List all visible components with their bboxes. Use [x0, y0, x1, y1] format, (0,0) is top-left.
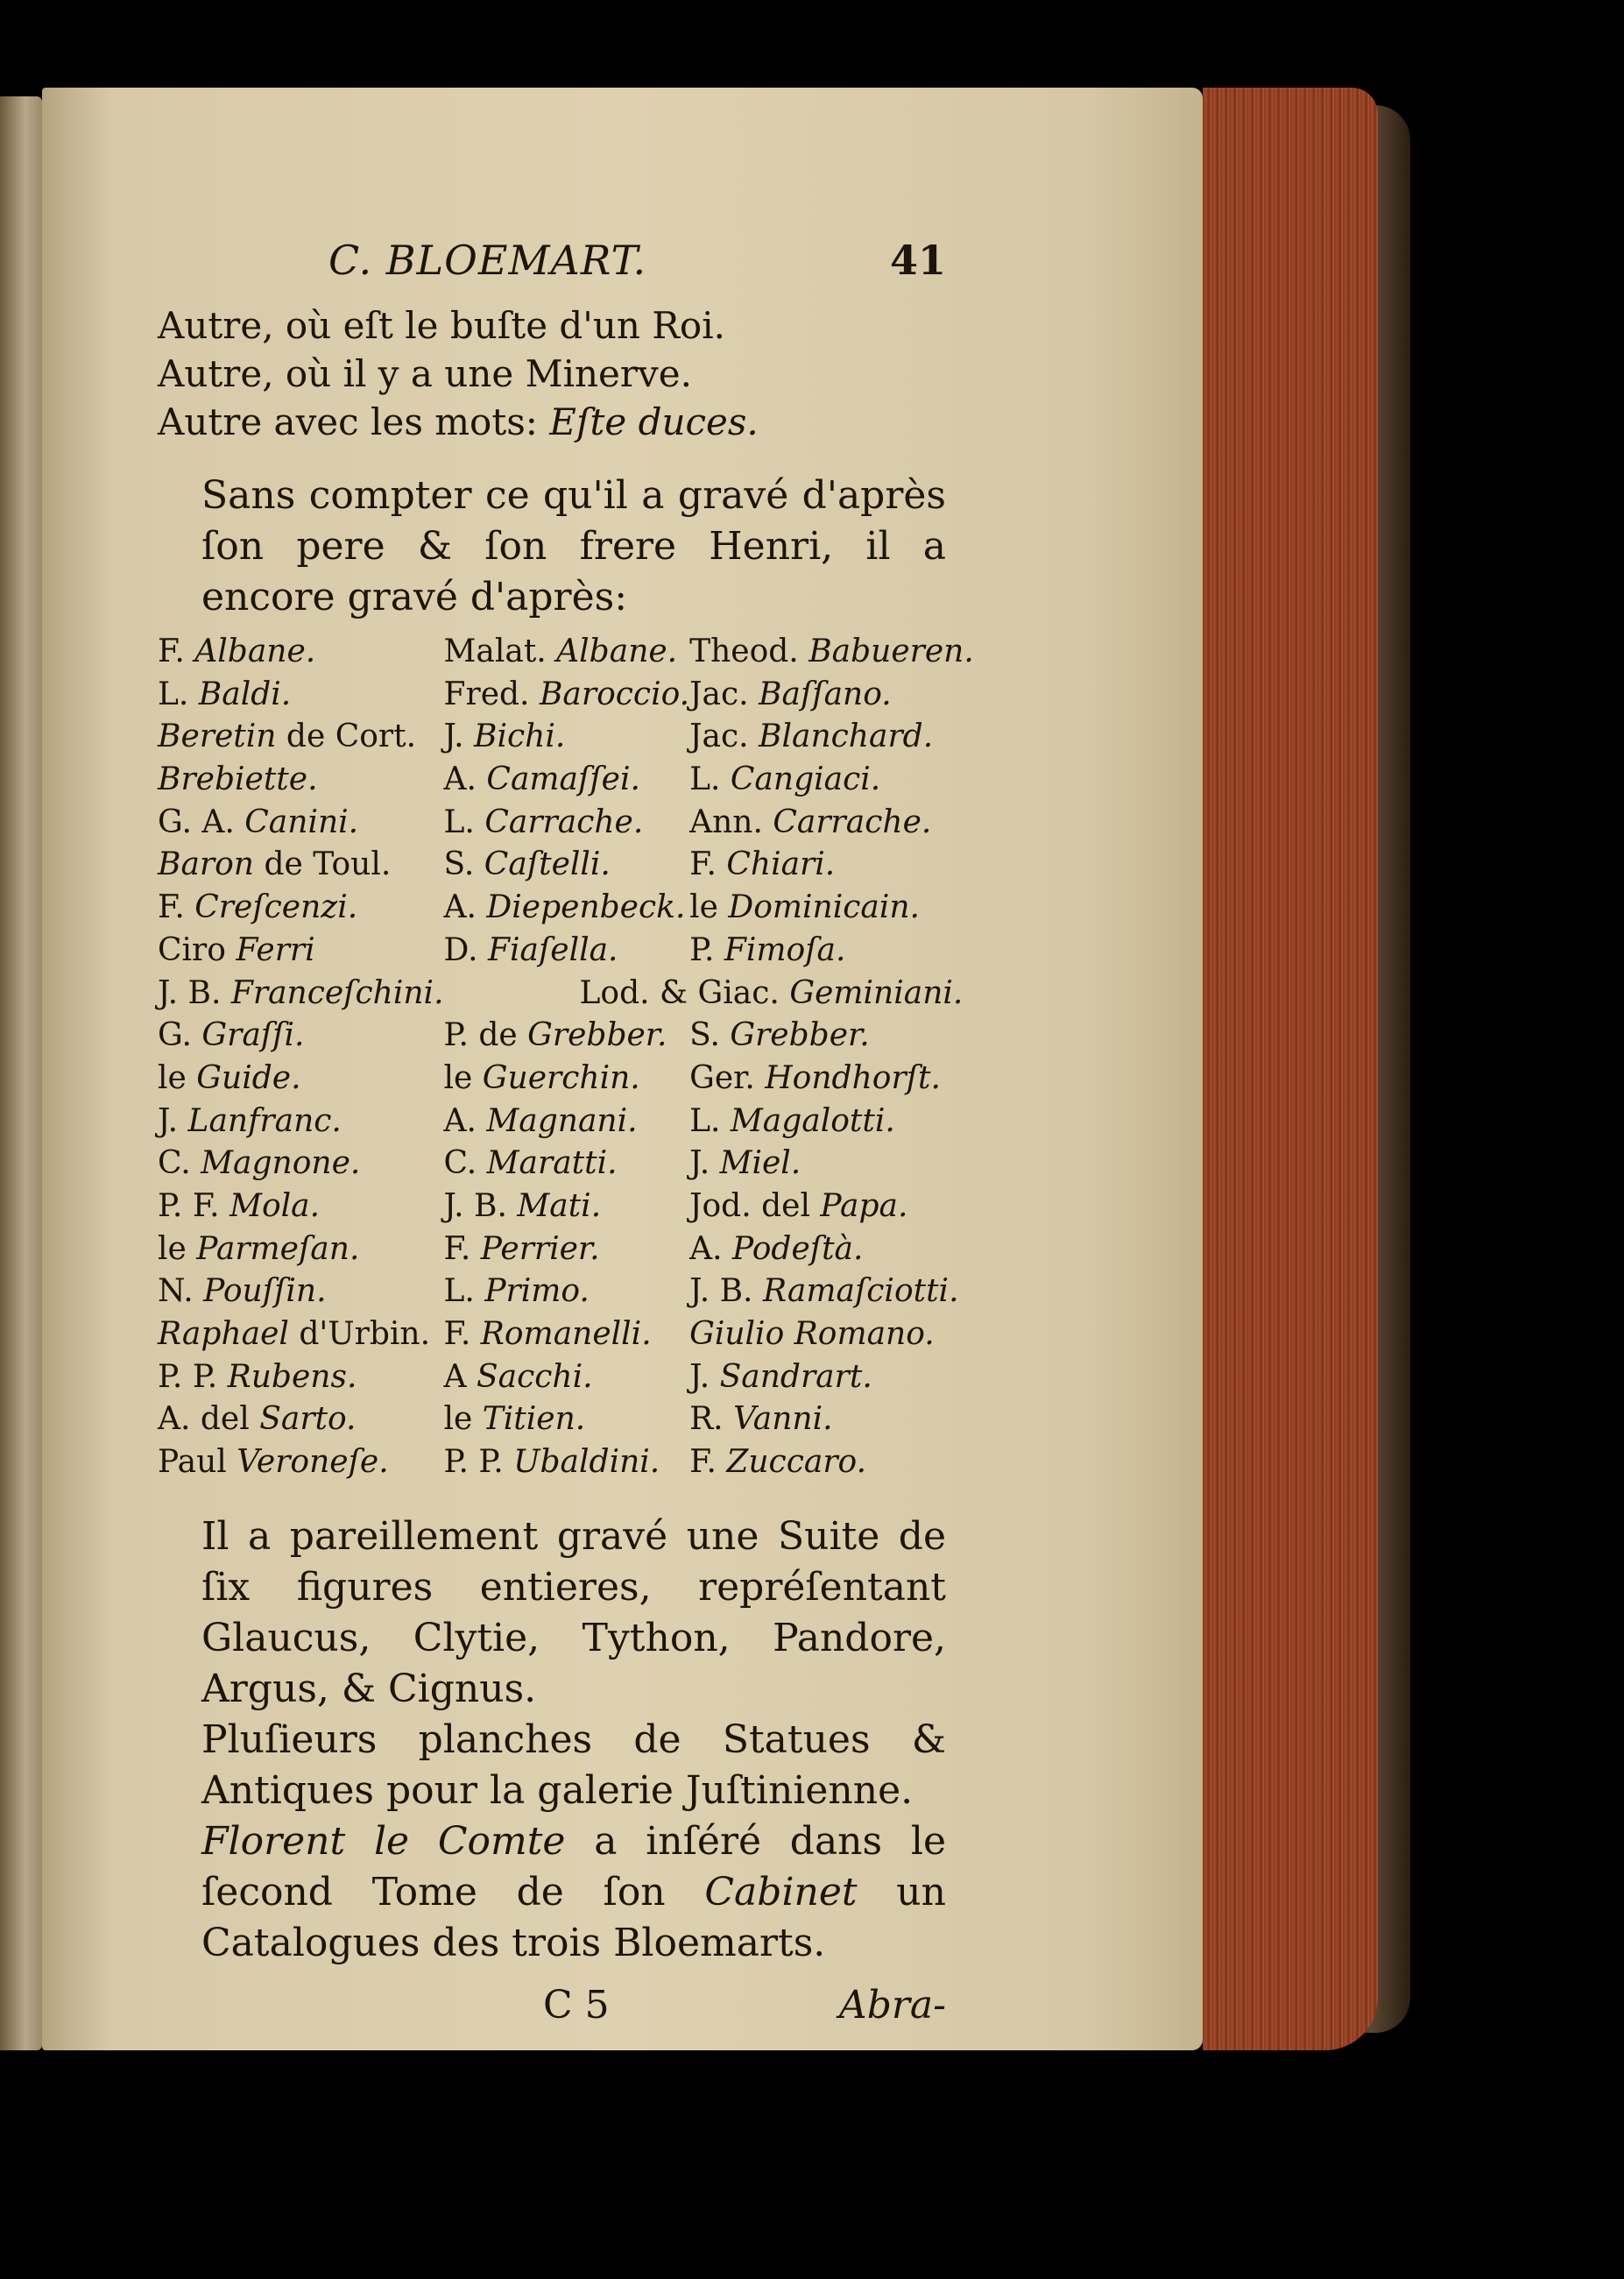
name-prefix: F. — [158, 633, 195, 669]
artist-name — [689, 932, 974, 975]
artist-name — [689, 1145, 974, 1188]
name-prefix: L. — [443, 803, 485, 840]
artist-name — [689, 1231, 974, 1274]
artist-name — [689, 761, 974, 804]
name-italic: Romanelli. — [480, 1316, 652, 1352]
name-prefix: le — [689, 889, 729, 926]
name-italic: Lanfranc. — [187, 1102, 342, 1139]
name-italic: Guerchin. — [482, 1059, 640, 1096]
name-italic: Blanchard. — [759, 718, 934, 755]
name-prefix: D. — [443, 931, 488, 968]
name-prefix: J. B. — [443, 1187, 518, 1224]
name-italic: Diepenbeck. — [486, 889, 686, 926]
left-page-edge — [0, 96, 42, 2050]
name-italic: Carrache. — [484, 803, 644, 840]
name-italic: Beretin — [158, 718, 277, 755]
name-italic: Franceſchini. — [230, 974, 444, 1011]
name-italic: Ubaldini. — [513, 1444, 660, 1481]
name-italic: Magnone. — [201, 1145, 361, 1182]
name-prefix: L. — [158, 676, 199, 712]
name-prefix: A — [443, 1358, 477, 1395]
motto: Eſte duces. — [549, 400, 759, 443]
artist-name — [689, 804, 974, 847]
author-name: Florent le Comte — [201, 1818, 566, 1864]
name-italic: Camaſſei. — [486, 761, 640, 798]
line-text: Autre, où il y a une Minerve. — [158, 352, 692, 395]
name-italic: Cangiaci. — [730, 761, 881, 798]
artist-name — [444, 932, 690, 975]
name-italic: Baſſano. — [759, 676, 892, 712]
name-prefix: le — [443, 1059, 483, 1096]
artist-name — [444, 1017, 690, 1060]
artist-name — [689, 846, 974, 889]
name-italic: Carrache. — [773, 803, 932, 840]
name-prefix: F. — [443, 1316, 481, 1352]
name-italic: Hondhorſt. — [765, 1059, 941, 1096]
artist-name — [158, 1017, 444, 1060]
name-prefix: G. — [158, 1017, 202, 1054]
artist-name — [158, 633, 444, 676]
name-prefix: L. — [443, 1273, 485, 1310]
artist-name — [444, 1231, 690, 1274]
name-prefix: Ann. — [689, 803, 773, 840]
artist-row — [158, 1316, 974, 1359]
name-prefix: C. — [158, 1145, 201, 1182]
name-prefix: J. B. — [158, 974, 231, 1011]
name-italic: Albane. — [556, 633, 678, 669]
name-prefix: A. — [443, 889, 487, 926]
artist-name — [444, 1401, 690, 1444]
artist-name — [444, 1316, 690, 1359]
name-prefix: F. — [158, 889, 195, 926]
paragraph-1: Sans compter ce qu'il a gravé d'après ſon pere & ſon frere Henri, il a encore gravé d'après: — [201, 473, 946, 619]
artist-name — [444, 1103, 690, 1146]
name-italic: Miel. — [719, 1145, 801, 1182]
artist-name — [158, 1145, 444, 1188]
artist-name — [158, 1060, 444, 1103]
artist-list — [158, 633, 974, 1487]
name-prefix: Ger. — [689, 1059, 766, 1096]
name-italic: Giulio Romano. — [689, 1316, 935, 1352]
name-italic: Canini. — [244, 803, 359, 840]
name-prefix: J. — [689, 1358, 720, 1395]
artist-name — [158, 1359, 444, 1402]
artist-name — [444, 846, 690, 889]
name-prefix: A. — [443, 761, 487, 798]
name-prefix: Jod. del — [689, 1187, 821, 1224]
artist-name — [444, 804, 690, 847]
name-italic: Titien. — [482, 1401, 586, 1438]
name-italic: Magnani. — [486, 1102, 638, 1139]
artist-name — [444, 1060, 690, 1103]
name-italic: Papa. — [820, 1187, 908, 1224]
name-italic: Raphael — [158, 1316, 289, 1352]
name-italic: Guide. — [196, 1059, 301, 1096]
name-italic: Babueren. — [808, 633, 974, 669]
name-prefix: F. — [689, 1444, 727, 1481]
artist-row — [158, 1401, 974, 1444]
artist-name — [158, 1103, 444, 1146]
name-italic: Albane. — [194, 633, 316, 669]
name-prefix: A. del — [158, 1401, 260, 1438]
name-italic: Geminiani. — [789, 974, 964, 1011]
name-prefix: A. — [443, 1102, 487, 1139]
artist-row — [158, 1145, 974, 1188]
artist-name — [689, 1359, 974, 1402]
artist-row — [158, 846, 974, 889]
name-italic: Rubens. — [227, 1358, 357, 1395]
artist-row — [158, 932, 974, 975]
name-prefix: Lod. & Giac. — [579, 974, 790, 1011]
name-italic: Bichi. — [474, 718, 566, 755]
artist-name — [444, 1359, 690, 1402]
name-prefix: L. — [689, 1102, 731, 1139]
page-number: 41 — [889, 237, 946, 284]
name-prefix: A. — [689, 1230, 732, 1267]
artist-name — [444, 1273, 690, 1316]
artist-row — [158, 975, 974, 1018]
name-italic: Caſtelli. — [484, 846, 611, 883]
artist-name — [158, 1401, 444, 1444]
artist-name — [158, 1316, 444, 1359]
name-prefix: G. A. — [158, 803, 245, 840]
artist-name — [158, 804, 444, 847]
name-italic: Sarto. — [259, 1401, 357, 1438]
name-prefix: F. — [443, 1230, 481, 1267]
name-prefix: Jac. — [689, 676, 759, 712]
running-title: C. BLOEMART. — [328, 237, 647, 284]
artist-name — [444, 1444, 690, 1487]
name-italic: Maratti. — [486, 1145, 618, 1182]
name-prefix: P. de — [443, 1017, 528, 1054]
name-prefix: P. P. — [158, 1358, 228, 1395]
artist-row — [158, 676, 974, 719]
name-italic: Sacchi. — [476, 1358, 593, 1395]
name-prefix: R. — [689, 1401, 734, 1438]
artist-row — [158, 633, 974, 676]
artist-name — [689, 718, 974, 761]
intro-line — [158, 398, 946, 446]
artist-row — [158, 1359, 974, 1402]
name-italic: Ferri — [236, 931, 315, 968]
name-italic: Baroccio. — [539, 676, 690, 712]
name-italic: Vanni. — [733, 1401, 833, 1438]
artist-name — [158, 932, 444, 975]
artist-name — [689, 1401, 974, 1444]
artist-name — [689, 1188, 974, 1231]
artist-row — [158, 1231, 974, 1274]
name-italic: Grebber. — [527, 1017, 667, 1054]
artist-name — [444, 1188, 690, 1231]
intro-lines — [158, 301, 946, 446]
line-text: Autre avec les mots: — [158, 400, 550, 443]
catchword: Abra- — [838, 1982, 946, 2028]
name-prefix: le — [443, 1401, 483, 1438]
artist-name — [444, 1145, 690, 1188]
name-italic: Zuccaro. — [726, 1444, 867, 1481]
signature-mark: C 5 — [543, 1982, 610, 2028]
name-prefix: N. — [158, 1273, 204, 1310]
name-suffix: d'Urbin. — [288, 1316, 431, 1352]
artist-name — [444, 718, 690, 761]
para4-end: un Catalogues des trois Bloemarts. — [201, 1869, 946, 1965]
name-prefix: F. — [689, 846, 727, 883]
name-prefix: Fred. — [443, 676, 540, 712]
name-italic: Grebber. — [730, 1017, 870, 1054]
para4-text: a inſéré dans le ſecond Tome de ſon — [201, 1818, 946, 1915]
name-prefix: Theod. — [689, 633, 809, 669]
name-prefix: Jac. — [689, 718, 759, 755]
page-header — [158, 237, 946, 284]
name-italic: Baron — [158, 846, 254, 883]
name-prefix: J. B. — [689, 1273, 763, 1310]
name-italic: Primo. — [484, 1273, 590, 1310]
name-italic: Podeſtà. — [731, 1230, 864, 1267]
artist-name — [158, 975, 444, 1018]
artist-row — [158, 889, 974, 932]
name-italic: Mola. — [229, 1187, 321, 1224]
name-prefix: P. F. — [158, 1187, 230, 1224]
artist-name — [689, 676, 974, 719]
artist-name — [158, 761, 444, 804]
name-suffix: de Toul. — [254, 846, 392, 883]
name-prefix: le — [158, 1059, 197, 1096]
artist-name — [158, 889, 444, 932]
artist-name — [689, 1017, 974, 1060]
artist-name — [158, 1188, 444, 1231]
name-italic: Dominicain. — [728, 889, 920, 926]
artist-name — [444, 633, 690, 676]
artist-name — [689, 1273, 974, 1316]
name-italic: Baldi. — [198, 676, 292, 712]
intro-line — [158, 350, 946, 398]
name-italic: Fiaſella. — [487, 931, 618, 968]
artist-row — [158, 718, 974, 761]
name-italic: Perrier. — [480, 1230, 600, 1267]
name-italic: Sandrart. — [719, 1358, 872, 1395]
name-prefix: le — [158, 1230, 197, 1267]
name-italic: Brebiette. — [158, 761, 318, 798]
artist-name — [444, 676, 690, 719]
artist-row — [158, 804, 974, 847]
artist-name — [689, 1444, 974, 1487]
artist-name — [444, 975, 974, 1018]
artist-name — [444, 889, 690, 932]
name-suffix: de Cort. — [276, 718, 417, 755]
intro-line — [158, 301, 946, 350]
artist-row — [158, 1444, 974, 1487]
artist-row — [158, 1060, 974, 1103]
artist-name — [158, 718, 444, 761]
artist-row — [158, 1017, 974, 1060]
name-prefix: P. — [689, 931, 724, 968]
name-prefix: Paul — [158, 1444, 237, 1481]
name-italic: Pouſſin. — [203, 1273, 327, 1310]
name-prefix: P. P. — [443, 1444, 514, 1481]
artist-name — [158, 846, 444, 889]
artist-name — [689, 1316, 974, 1359]
paragraph-4 — [158, 1816, 946, 1969]
name-prefix: Malat. — [443, 633, 557, 669]
name-prefix: S. — [443, 846, 484, 883]
name-italic: Magalotti. — [730, 1102, 895, 1139]
artist-name — [689, 1060, 974, 1103]
name-italic: Chiari. — [726, 846, 836, 883]
name-prefix: Ciro — [158, 931, 237, 968]
artist-name — [158, 1444, 444, 1487]
red-page-edges — [1203, 88, 1378, 2050]
name-italic: Parmeſan. — [196, 1230, 360, 1267]
line-text: Autre, où eſt le buſte d'un Roi. — [158, 304, 725, 347]
name-italic: Mati. — [517, 1187, 602, 1224]
name-prefix: S. — [689, 1017, 731, 1054]
artist-row — [158, 1103, 974, 1146]
artist-name — [689, 1103, 974, 1146]
name-italic: Fimoſa. — [724, 931, 846, 968]
paragraph-3: Pluſieurs planches de Statues & Antiques pour la galerie Juſtinienne. — [201, 1716, 946, 1813]
artist-row — [158, 761, 974, 804]
artist-name — [689, 889, 974, 932]
name-prefix: J. — [689, 1145, 720, 1182]
artist-name — [158, 1273, 444, 1316]
artist-name — [444, 761, 690, 804]
page-footer — [158, 1983, 946, 2028]
name-prefix: L. — [689, 761, 731, 798]
artist-row — [158, 1188, 974, 1231]
name-italic: Veroneſe. — [237, 1444, 389, 1481]
artist-row — [158, 1273, 974, 1316]
artist-name — [158, 1231, 444, 1274]
name-prefix: C. — [443, 1145, 487, 1182]
artist-name — [158, 676, 444, 719]
name-prefix: J. — [443, 718, 475, 755]
paragraph-2: Il a pareillement gravé une Suite de ſix figures entieres, repréſentant Glaucus, Clytie, Tython, Pandore, Argus, & Cignus. — [201, 1513, 946, 1711]
name-italic: Graſſi. — [201, 1017, 305, 1054]
work-title: Cabinet — [704, 1869, 858, 1915]
page-content — [158, 237, 974, 2028]
artist-name — [689, 633, 974, 676]
name-italic: Creſcenzi. — [194, 889, 358, 926]
name-prefix: J. — [158, 1102, 188, 1139]
name-italic: Ramaſciotti. — [762, 1273, 959, 1310]
